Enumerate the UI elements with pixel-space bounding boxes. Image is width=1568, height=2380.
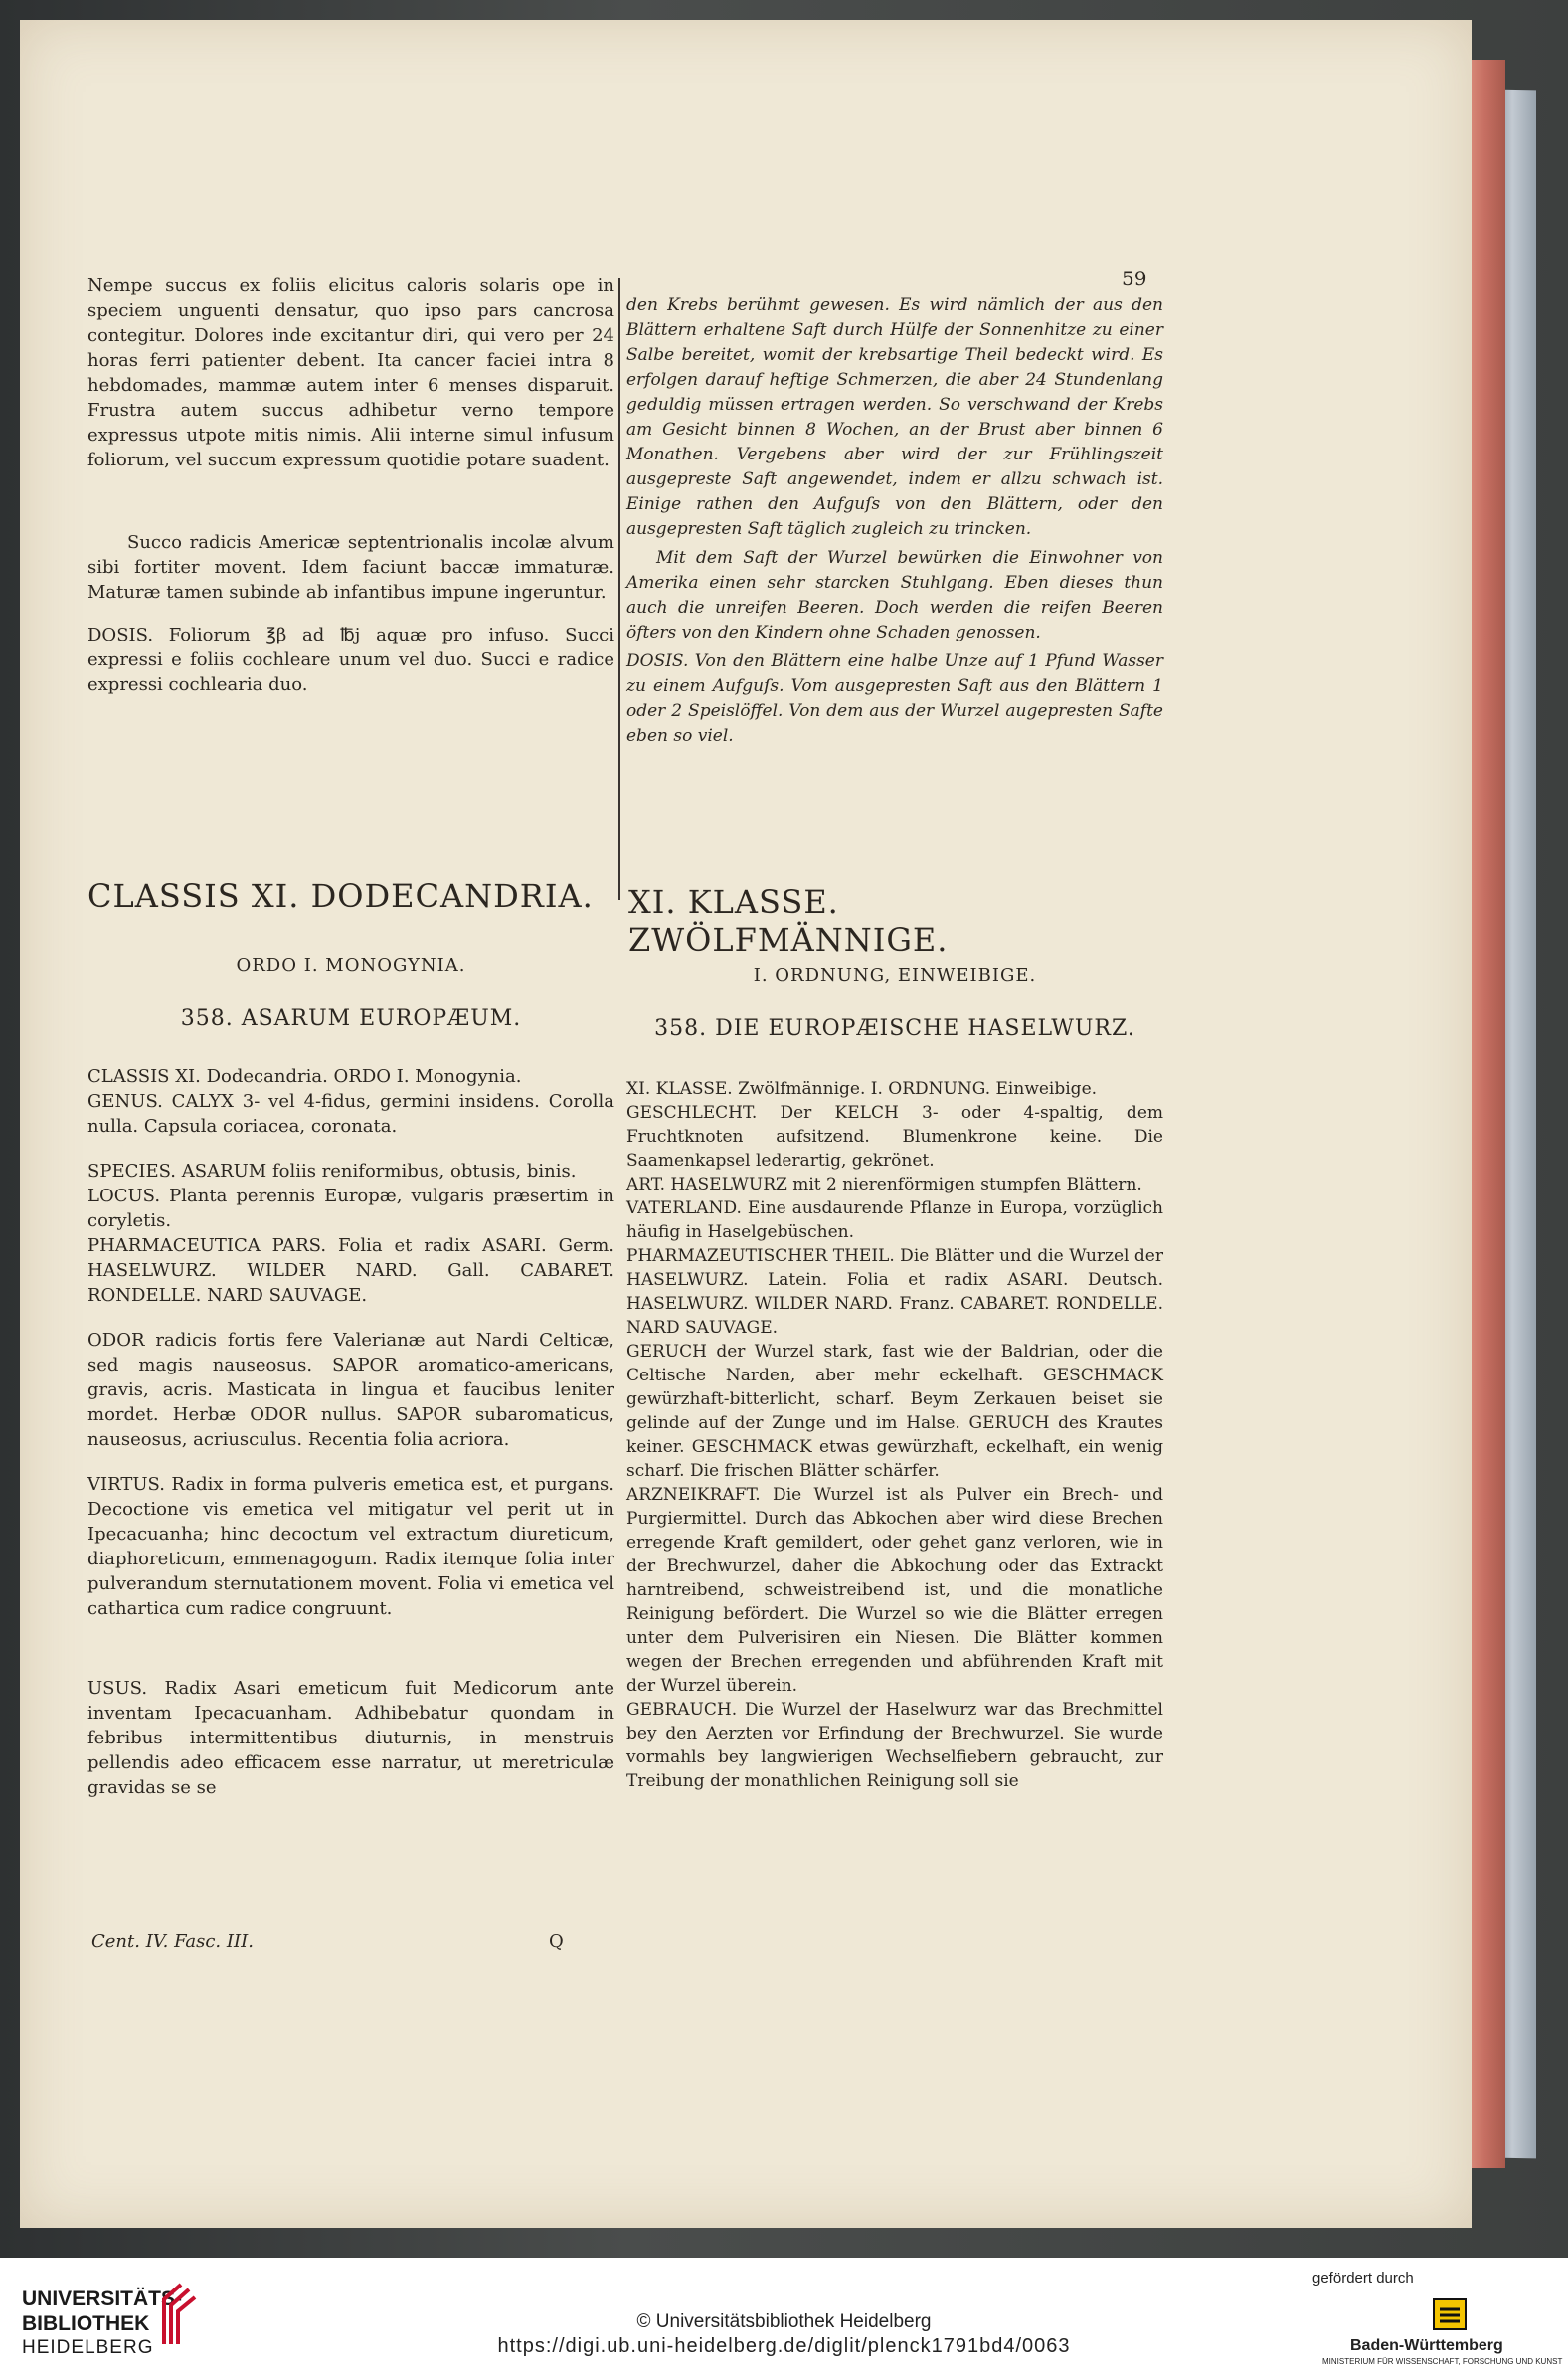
left-paragraph-1: Nempe succus ex foliis elicitus caloris solaris ope in speciem unguenti densatur, quo ipso pars cancrosa contegitur. Dolores inde excitantur diri, qui vero per 24 horas ferri patienter debent. Ita cancer faciei intra 8 hebdomades, mammæ autem inter 6 menses disparuit. Frustra autem succus adhibetur verno tempore expressus utpote mitis nimis. Alii interne simul infusum foliorum, vel succum expressum quotidie potare suadent. [87,275,614,470]
right-entry-gebrauch: GEBRAUCH. Die Wurzel der Haselwurz war das Brechmittel bey den Aerzten vor Erfindung der Brechwurzel. Sie wurde vormahls bey langwierigen Wechselfiebern gebraucht, zur Treibung der monathlichen Reinigung soll sie [626,1700,1163,1791]
library-name-line1: UNIVERSITÄTS- [22,2288,183,2310]
right-ordo: I. ORDNUNG, EINWEIBIGE. [753,965,1037,986]
left-entry-locus: LOCUS. Planta perennis Europæ, vulgaris præsertim in coryletis. [87,1186,614,1231]
right-entry-art: ART. HASELWURZ mit 2 nierenförmigen stumpfen Blättern. [626,1175,1142,1194]
sponsor-ministry: MINISTERIUM FÜR WISSENSCHAFT, FORSCHUNG UND KUNST [1322,2357,1563,2366]
right-entry-klasse: XI. KLASSE. Zwölfmännige. I. ORDNUNG. Einweibige. [626,1079,1098,1099]
permalink-url[interactable]: https://digi.ub.uni-heidelberg.de/diglit/plenck1791bd4/0063 [497,2335,1071,2357]
page-number: 59 [1122,267,1147,290]
left-entry-usus: USUS. Radix Asari emeticum fuit Medicorum ante inventam Ipecacuanham. Adhibebatur quondam in febribus intermittentibus diuturnis, in menstruis pellendis adeo efficacem esse narratur, ut meretriculæ gravidas se se [87,1678,614,1798]
left-entry-odor: ODOR radicis fortis fere Valerianæ aut Nardi Celticæ, sed magis nauseosus. SAPOR aromatico-americans, gravis, acris. Masticata in lingua et faucibus leniter mordet. Herbæ ODOR nullus. SAPOR subaromaticus, nauseosus, acriusculus. Recentia folia acriora. [87,1330,614,1450]
left-entry-virtus: VIRTUS. Radix in forma pulveris emetica est, et purgans. Decoctione vis emetica vel mitigatur vel perit ut in Ipecacuanha; hinc decoctum vel extractum diureticum, diaphoreticum, emmenagogum. Radix itemque folia inter pulverandum sternutationem movent. Folia vi emetica vel cathartica cum radice congruunt. [87,1474,614,1619]
signature-mark: Q [549,1931,564,1952]
copyright-notice: © Universitätsbibliothek Heidelberg [636,2311,932,2332]
left-column-top [87,274,614,697]
right-dosis: DOSIS. Von den Blättern eine halbe Unze auf 1 Pfund Wasser zu einem Aufguſs. Vom ausgepresten Saft aus den Blättern 1 oder 2 Speislöffel. Von dem aus der Wurzel augepresten Safte eben so viel. [626,651,1163,746]
left-dosis: DOSIS. Foliorum ℥β ad ℔j aquæ pro infuso. Succi expressi e foliis cochleare unum vel duo. Succi e radice expressi cochlearia duo. [87,625,614,695]
viewer-footer [0,2258,1568,2380]
left-ordo: ORDO I. MONOGYNIA. [236,955,466,976]
right-column-top [626,293,1163,749]
left-entry-species: SPECIES. ASARUM foliis reniformibus, obtusis, binis. [87,1161,577,1182]
sponsor-name: Baden-Württemberg [1350,2337,1503,2354]
left-entry-genus: GENUS. CALYX 3- vel 4-fidus, germini insidens. Corolla nulla. Capsula coriacea, coronata. [87,1091,614,1137]
left-class-heading: CLASSIS XI. DODECANDRIA. [87,877,594,915]
left-species-title: 358. ASARUM EUROPÆUM. [180,1007,522,1031]
right-entry-geschlecht: GESCHLECHT. Der KELCH 3- oder 4-spaltig, dem Fruchtknoten aufsitzend. Blumenkrone keine. Die Saamenkapsel lederartig, gekrönet. [626,1103,1163,1171]
library-name-line3: HEIDELBERG [22,2337,154,2358]
state-coat-of-arms-icon [1430,2295,1470,2333]
left-entry-pharmaceutica: PHARMACEUTICA PARS. Folia et radix ASARI. Germ. HASELWURZ. WILDER NARD. Gall. CABARET. RONDELLE. NARD SAUVAGE. [87,1235,614,1306]
right-paragraph-1: den Krebs berühmt gewesen. Es wird nämlich der aus den Blättern erhaltene Saft durch Hülfe der Sonnenhitze zu einer Salbe bereitet, womit der krebsartige Theil bedeckt wird. Es erfolgen darauf heftige Schmerzen, die aber 24 Stundenlang geduldig müssen ertragen werden. So verschwand der Krebs am Gesicht binnen 8 Wochen, an der Brust aber binnen 6 Monathen. Vergebens aber wird der zur Frühlingszeit ausgepreste Saft angewendet, indem er allzu schwach ist. Einige rathen den Aufguſs von den Blättern, oder den ausgepresten Saft täglich zugleich zu trincken. [626,295,1163,539]
signature-line: Cent. IV. Fasc. III. [91,1931,254,1952]
right-species-title: 358. DIE EUROPÆISCHE HASELWURZ. [654,1016,1135,1041]
column-divider [618,278,620,900]
left-entry-classis: CLASSIS XI. Dodecandria. ORDO I. Monogynia. [87,1066,522,1087]
right-entry-geruch: GERUCH der Wurzel stark, fast wie der Baldrian, oder die Celtische Narden, aber mehr eckelhaft. GESCHMACK gewürzhaft-bitterlicht, scharf. Beym Zerkauen beiset sie gelinde auf der Zunge und im Halse. GERUCH des Krautes keiner. GESCHMACK etwas gewürzhaft, eckelhaft, ein wenig scharf. Die frischen Blätter schärfer. [626,1342,1163,1481]
left-paragraph-2: Succo radicis Americæ septentrionalis incolæ alvum sibi fortiter movent. Idem faciunt baccæ immaturæ. Maturæ tamen subinde ab infantibus impune ingeruntur. [87,532,614,603]
right-paragraph-2: Mit dem Saft der Wurzel bewürken die Einwohner von Amerika einen sehr starcken Stuhlgang. Eben dieses thun auch die unreifen Beeren. Doch werden die reifen Beeren öfters von den Kindern ohne Schaden genossen. [626,548,1163,642]
right-entry-pharmazeutischer: PHARMAZEUTISCHER THEIL. Die Blätter und die Wurzel der HASELWURZ. Latein. Folia et radix ASARI. Deutsch. HASELWURZ. WILDER NARD. Franz. CABARET. RONDELLE. NARD SAUVAGE. [626,1246,1163,1338]
funded-by-label: gefördert durch [1312,2270,1414,2287]
right-entry-vaterland: VATERLAND. Eine ausdaurende Pflanze in Europa, vorzüglich häufig in Haselgebüschen. [626,1198,1163,1242]
left-entries [87,1064,614,1800]
right-entry-arzneikraft: ARZNEIKRAFT. Die Wurzel ist als Pulver ein Brech- und Purgiermittel. Durch das Abkochen aber wird diese Brechen erregende Kraft gemildert, oder gehet ganz verloren, wie in der Brechwurzel, daher die Abkochung oder das Extrackt harntreibend, schweistreibend ist, und die monatliche Reinigung befördert. Die Wurzel so wie die Blätter erregen unter dem Pulverisiren ein Niesen. Die Blätter kommen wegen der Brechen erregenden und abführenden Kraft mit der Wurzel überein. [626,1485,1163,1696]
right-class-heading: XI. KLASSE. ZWÖLFMÄNNIGE. [628,883,949,959]
book-page [20,20,1472,2228]
library-name-line2: BIBLIOTHEK [22,2312,150,2335]
right-entries [626,1077,1163,1793]
